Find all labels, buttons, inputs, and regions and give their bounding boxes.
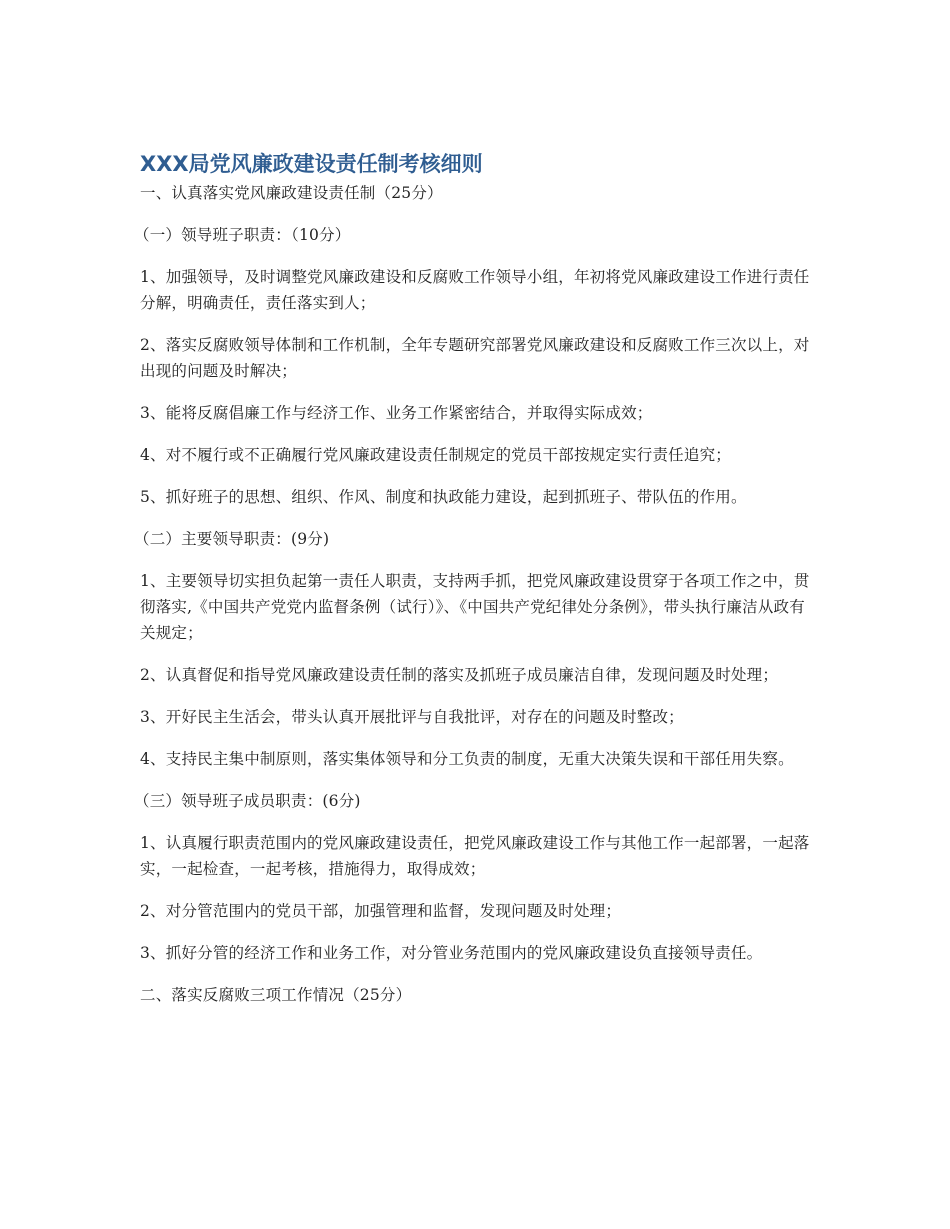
list-item: 1、加强领导，及时调整党风廉政建设和反腐败工作领导小组，年初将党风廉政建设工作进行责任分解，明确责任，责任落实到人； xyxy=(140,268,810,312)
list-item: 2、落实反腐败领导体制和工作机制，全年专题研究部署党风廉政建设和反腐败工作三次以上，对出现的问题及时解决； xyxy=(140,336,810,380)
list-item: 1、认真履行职责范围内的党风廉政建设责任，把党风廉政建设工作与其他工作一起部署，一起落实，一起检查，一起考核，措施得力，取得成效； xyxy=(140,834,810,878)
subsection-heading-2: （二）主要领导职责：(9分) xyxy=(134,530,330,548)
list-item: 5、抓好班子的思想、组织、作风、制度和执政能力建设，起到抓班子、带队伍的作用。 xyxy=(140,488,747,506)
list-item: 3、开好民主生活会，带头认真开展批评与自我批评，对存在的问题及时整改； xyxy=(140,708,684,726)
list-item: 2、认真督促和指导党风廉政建设责任制的落实及抓班子成员廉洁自律，发现问题及时处理； xyxy=(140,666,779,684)
list-item: 4、支持民主集中制原则，落实集体领导和分工负责的制度，无重大决策失误和干部任用失察。 xyxy=(140,750,794,768)
list-item: 3、抓好分管的经济工作和业务工作，对分管业务范围内的党风廉政建设负直接领导责任。 xyxy=(140,944,763,962)
list-item: 2、对分管范围内的党员干部，加强管理和监督，发现问题及时处理； xyxy=(140,902,622,920)
section-heading-1: 一、认真落实党风廉政建设责任制（25分） xyxy=(140,184,443,202)
list-item: 1、主要领导切实担负起第一责任人职责，支持两手抓，把党风廉政建设贯穿于各项工作之中，贯彻落实,《中国共产党党内监督条例（试行）》、《中国共产党纪律处分条例》，带头执行廉洁从政有关规定； xyxy=(140,572,810,642)
document-page xyxy=(134,150,810,1024)
section-heading-2: 二、落实反腐败三项工作情况（25分） xyxy=(140,986,412,1004)
subsection-heading-1: （一）领导班子职责：（10分） xyxy=(134,226,351,244)
list-item: 3、能将反腐倡廉工作与经济工作、业务工作紧密结合，并取得实际成效； xyxy=(140,404,653,422)
subsection-heading-3: （三）领导班子成员职责：(6分) xyxy=(134,792,361,810)
list-item: 4、对不履行或不正确履行党风廉政建设责任制规定的党员干部按规定实行责任追究； xyxy=(140,446,731,464)
document-title: XXX局党风廉政建设责任制考核细则 xyxy=(140,152,483,176)
